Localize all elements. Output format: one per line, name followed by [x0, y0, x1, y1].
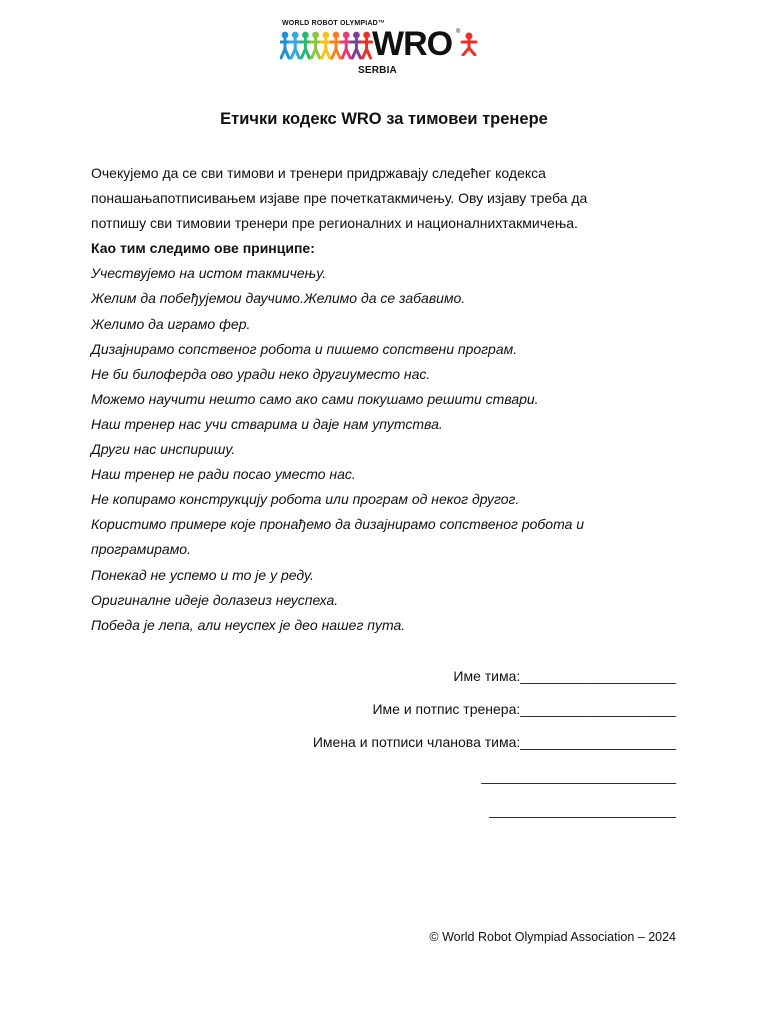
wro-serbia-logo — [280, 20, 480, 80]
coach-signature-field[interactable]: Име и потпис тренера:____________________ — [372, 701, 676, 717]
member-signature-line[interactable]: ________________________ — [489, 802, 676, 818]
logo-person-figure — [311, 32, 321, 58]
principle-line: Не би билоферда ово уради неко другиуместо нас. — [91, 365, 431, 382]
principle-line: Не копирамо конструкцију робота или програм од неког другог. — [91, 491, 520, 508]
principle-line: Наш тренер не ради посао уместо нас. — [91, 466, 356, 483]
intro-line: Очекујемо да се сви тимови и тренери придржавају следећег кодекса — [91, 165, 546, 181]
copyright-footer: © World Robot Olympiad Association – 2024 — [429, 930, 676, 944]
logo-person-figure — [341, 32, 351, 58]
logo-wordmark: WRO — [372, 25, 453, 63]
logo-region: SERBIA — [358, 65, 397, 76]
logo-person-figure — [300, 32, 310, 58]
members-signature-field[interactable]: Имена и потписи чланова тима:____________________ — [312, 734, 676, 750]
logo-people-icon — [280, 30, 374, 60]
principle-line: Оригиналне идеје долазеиз неуспеха. — [91, 591, 339, 608]
page-title: Етички кодекс WRO за тимовеи тренере — [220, 110, 548, 128]
principle-line: Учествујемо на истом такмичењу. — [91, 265, 327, 282]
code-of-ethics-body — [91, 161, 691, 638]
logo-top-text: WORLD ROBOT OLYMPIAD™ — [282, 20, 386, 27]
principle-line: Други нас инспиришу. — [91, 441, 236, 458]
principle-line: Наш тренер нас учи стварима и даје нам упутства. — [91, 415, 443, 432]
logo-person-figure — [351, 32, 361, 58]
logo-person-figure — [331, 32, 341, 58]
principle-line: Понекад не успемо и то је у реду. — [91, 566, 314, 583]
principle-line: Победа је лепа, али неуспех је део нашег пута. — [91, 616, 406, 633]
logo-red-person-icon — [460, 32, 478, 56]
logo-person-figure — [321, 32, 331, 58]
intro-line: потпишу сви тимовии тренери пре регионалних и националнихтакмичења. — [91, 215, 578, 232]
logo-person-figure — [280, 32, 290, 58]
team-name-field[interactable]: Име тима:____________________ — [453, 668, 676, 684]
principle-line: Желимо да играмо фер. — [91, 315, 251, 332]
principle-line: Користимо примере које пронађемо да дизајнирамо сопственог робота и — [91, 516, 585, 533]
principle-line: Желим да побеђујемои даучимо.Желимо да се забавимо. — [91, 290, 466, 307]
logo-person-figure — [290, 32, 300, 58]
principles-heading: Као тим следимо ове принципе: — [91, 240, 315, 257]
logo-person-figure — [362, 32, 372, 58]
member-signature-line[interactable]: _________________________ — [481, 768, 676, 784]
logo-registered-mark: ® — [456, 29, 461, 35]
intro-line: понашањапотписивањем изјаве пре почеткатакмичењу. Ову изјаву треба да — [91, 190, 588, 207]
principle-line: програмирамо. — [91, 541, 191, 558]
principle-line: Дизајнирамо сопственог робота и пишемо сопствени програм. — [91, 340, 518, 357]
principle-line: Можемо научити нешто само ако сами покушамо решити ствари. — [91, 390, 539, 407]
